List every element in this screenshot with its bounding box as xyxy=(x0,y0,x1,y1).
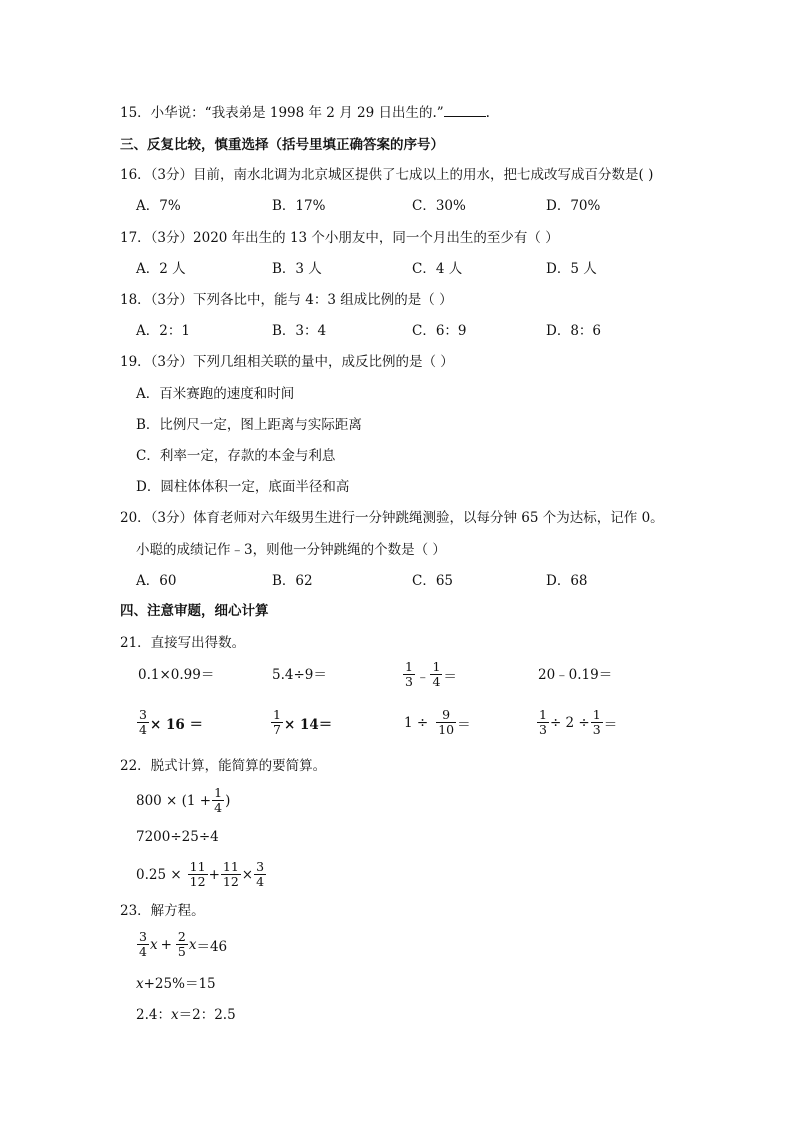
q21-expr-2: 5.4÷9＝ xyxy=(272,667,327,683)
equals-sign: ＝ xyxy=(443,668,457,685)
q21-expr-4: 20﹣0.19＝ xyxy=(538,667,613,683)
q21-expr-6 xyxy=(270,708,332,737)
q21-expr-1: 0.1×0.99＝ xyxy=(138,667,215,683)
fraction: $\frac{1}{4}$ xyxy=(214,785,223,815)
expr-prefix: 0.25 × xyxy=(136,866,182,883)
fraction: $\frac{1}{3}$ xyxy=(405,659,413,689)
question-23-stem: 23．解方程。 xyxy=(120,903,205,919)
q17-option-c[interactable]: C．4 人 xyxy=(412,261,463,277)
fraction: $\frac{11}{12}$ xyxy=(189,859,206,889)
q19-option-c[interactable]: C．利率一定，存款的本金与利息 xyxy=(136,448,336,464)
operator: + xyxy=(208,866,220,883)
q19-option-b[interactable]: B．比例尺一定，图上距离与实际距离 xyxy=(136,417,362,433)
q17-option-d[interactable]: D．5 人 xyxy=(546,261,597,277)
question-17-stem: 17．（3分）2020 年出生的 13 个小朋友中，同一个月出生的至少有（ ） xyxy=(120,230,559,246)
question-22-stem: 22．脱式计算，能简算的要简算。 xyxy=(120,758,327,774)
q18-option-a[interactable]: A．2：1 xyxy=(136,323,190,339)
answer-blank[interactable] xyxy=(444,104,486,117)
q20-option-a[interactable]: A．60 xyxy=(136,573,177,589)
question-20-stem-line2: 小聪的成绩记作﹣3，则他一分钟跳绳的个数是（ ） xyxy=(136,542,446,558)
variable-x: x xyxy=(188,936,197,953)
question-15 xyxy=(120,104,490,122)
operator: + xyxy=(160,936,172,953)
equals-sign: ＝ xyxy=(603,716,618,733)
q16-option-d[interactable]: D．70% xyxy=(546,198,601,214)
fraction: $\frac{1}{4}$ xyxy=(432,659,441,689)
question-18-stem: 18．（3分）下列各比中，能与 4：3 组成比例的是（ ） xyxy=(120,292,453,308)
q16-option-c[interactable]: C．30% xyxy=(412,198,466,214)
variable-x: x xyxy=(170,1007,179,1023)
expr-prefix: 800 × (1 + xyxy=(136,792,212,809)
variable-x: x xyxy=(149,936,158,953)
q23-equation-1 xyxy=(136,930,227,959)
section-3-title: 三、反复比较，慎重选择（括号里填正确答案的序号） xyxy=(120,137,444,153)
q19-option-d[interactable]: D．圆柱体体积一定，底面半径和高 xyxy=(136,479,350,495)
fraction: $\frac{2}{5}$ xyxy=(177,929,186,959)
q23-equation-3 xyxy=(136,1006,236,1024)
q21-expr-8 xyxy=(536,708,617,737)
expr-suffix: ) xyxy=(225,792,231,809)
operator: × xyxy=(241,866,254,883)
q22-expr-2: 7200÷25÷4 xyxy=(136,829,219,845)
question-16-stem: 16．（3分）目前，南水北调为北京城区提供了七成以上的用水，把七成改写成百分数是( ) xyxy=(120,167,654,183)
section-4-title: 四、注意审题，细心计算 xyxy=(120,603,269,619)
q18-option-d[interactable]: D．8：6 xyxy=(546,323,602,339)
q22-expr-3 xyxy=(136,860,267,889)
question-20-stem-line1: 20．（3分）体育老师对六年级男生进行一分钟跳绳测验，以每分钟 65 个为达标，记作 0。 xyxy=(120,510,664,526)
fraction: $\frac{1}{3}$ xyxy=(539,707,547,737)
expr-rest: ＝2：2.5 xyxy=(178,1007,236,1023)
q20-option-b[interactable]: B．62 xyxy=(272,573,313,589)
q15-tail: . xyxy=(485,105,490,121)
fraction: $\frac{3}{4}$ xyxy=(256,859,265,889)
expr-rest: × 16 ＝ xyxy=(149,716,203,733)
expr-rest: ＝46 xyxy=(196,938,228,955)
q16-option-a[interactable]: A．7% xyxy=(136,198,181,214)
q15-text: 15．小华说：“我表弟是 1998 年 2 月 29 日出生的.” xyxy=(120,105,444,121)
q21-expr-3 xyxy=(402,660,457,689)
q19-option-a[interactable]: A．百米赛跑的速度和时间 xyxy=(136,386,295,402)
q18-option-b[interactable]: B．3：4 xyxy=(272,323,327,339)
question-19-stem: 19．（3分）下列几组相关联的量中，成反比例的是（ ） xyxy=(120,354,454,370)
q23-equation-2 xyxy=(136,975,216,993)
operator: ÷ 2 ÷ xyxy=(549,714,590,731)
q20-option-d[interactable]: D．68 xyxy=(546,573,588,589)
q20-option-c[interactable]: C．65 xyxy=(412,573,454,589)
fraction: $\frac{1}{3}$ xyxy=(592,707,601,737)
q21-expr-7 xyxy=(404,708,471,737)
expr-rest: × 14＝ xyxy=(283,716,333,733)
q21-expr-5 xyxy=(136,708,203,737)
fraction: $\frac{3}{4}$ xyxy=(139,929,147,959)
q22-expr-1 xyxy=(136,786,230,815)
operator: ﹣ xyxy=(415,668,430,685)
fraction: $\frac{11}{12}$ xyxy=(222,859,239,889)
expr-prefix: 1 ÷ xyxy=(404,714,429,731)
expr-prefix: 2.4： xyxy=(136,1007,171,1023)
fraction: $\frac{3}{4}$ xyxy=(139,707,147,737)
variable-x: x xyxy=(136,976,144,992)
expr-rest: +25%＝15 xyxy=(143,976,216,992)
q17-option-b[interactable]: B．3 人 xyxy=(272,261,322,277)
q17-option-a[interactable]: A．2 人 xyxy=(136,261,186,277)
fraction: $\frac{1}{7}$ xyxy=(273,707,281,737)
equals-sign: ＝ xyxy=(457,716,471,733)
q16-option-b[interactable]: B．17% xyxy=(272,198,326,214)
fraction: $\frac{9}{10}$ xyxy=(438,707,455,737)
question-21-stem: 21．直接写出得数。 xyxy=(120,635,246,651)
q18-option-c[interactable]: C．6：9 xyxy=(412,323,467,339)
